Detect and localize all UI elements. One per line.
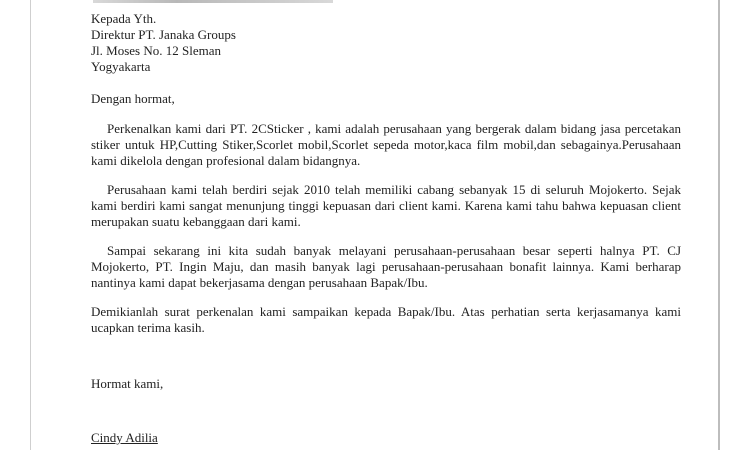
recipient-salutation: Kepada Yth. bbox=[91, 11, 157, 26]
letter-page bbox=[30, 0, 720, 450]
recipient-block bbox=[91, 11, 681, 75]
recipient-address: Jl. Moses No. 12 Sleman bbox=[91, 43, 221, 58]
recipient-city: Yogyakarta bbox=[91, 59, 151, 74]
greeting: Dengan hormat, bbox=[91, 91, 175, 106]
recipient-name: Direktur PT. Janaka Groups bbox=[91, 27, 236, 42]
letter-body bbox=[91, 11, 681, 446]
cropped-header-line bbox=[93, 0, 333, 3]
closing-phrase: Hormat kami, bbox=[91, 376, 164, 391]
spacer bbox=[91, 75, 681, 91]
paragraph-closing: Demikianlah surat perkenalan kami sampaikan kepada Bapak/Ibu. Atas perhatian serta kerjasamanya kami ucapkan terima kasih. bbox=[91, 304, 681, 335]
paragraph-clients: Sampai sekarang ini kita sudah banyak melayani perusahaan-perusahaan besar seperti halnya PT. CJ Mojokerto, PT. Ingin Maju, dan masih banyak lagi perusahaan-perusahaan bonafit lainnya. Kami berharap nantinya kami dapat bekerjasama dengan perusahaan Bapak/Ibu. bbox=[91, 243, 681, 290]
paragraph-introduction: Perkenalkan kami dari PT. 2CSticker , kami adalah perusahaan yang bergerak dalam bidang jasa percetakan stiker untuk HP,Cutting Stiker,Scorlet mobil,Scorlet sepeda motor,kaca film mobil,dan sebagainya.Perusahaan kami dikelola dengan profesional dalam bidangnya. bbox=[91, 121, 681, 168]
signer-name: Cindy Adilia bbox=[91, 430, 158, 445]
paragraph-company-history: Perusahaan kami telah berdiri sejak 2010 telah memiliki cabang sebanyak 15 di seluruh Mojokerto. Sejak kami berdiri kami sangat menunjung tinggi kepuasan dari client kami. Karena kami tahu bahwa kepuasan client merupakan suatu kebanggaan dari kami. bbox=[91, 182, 681, 229]
